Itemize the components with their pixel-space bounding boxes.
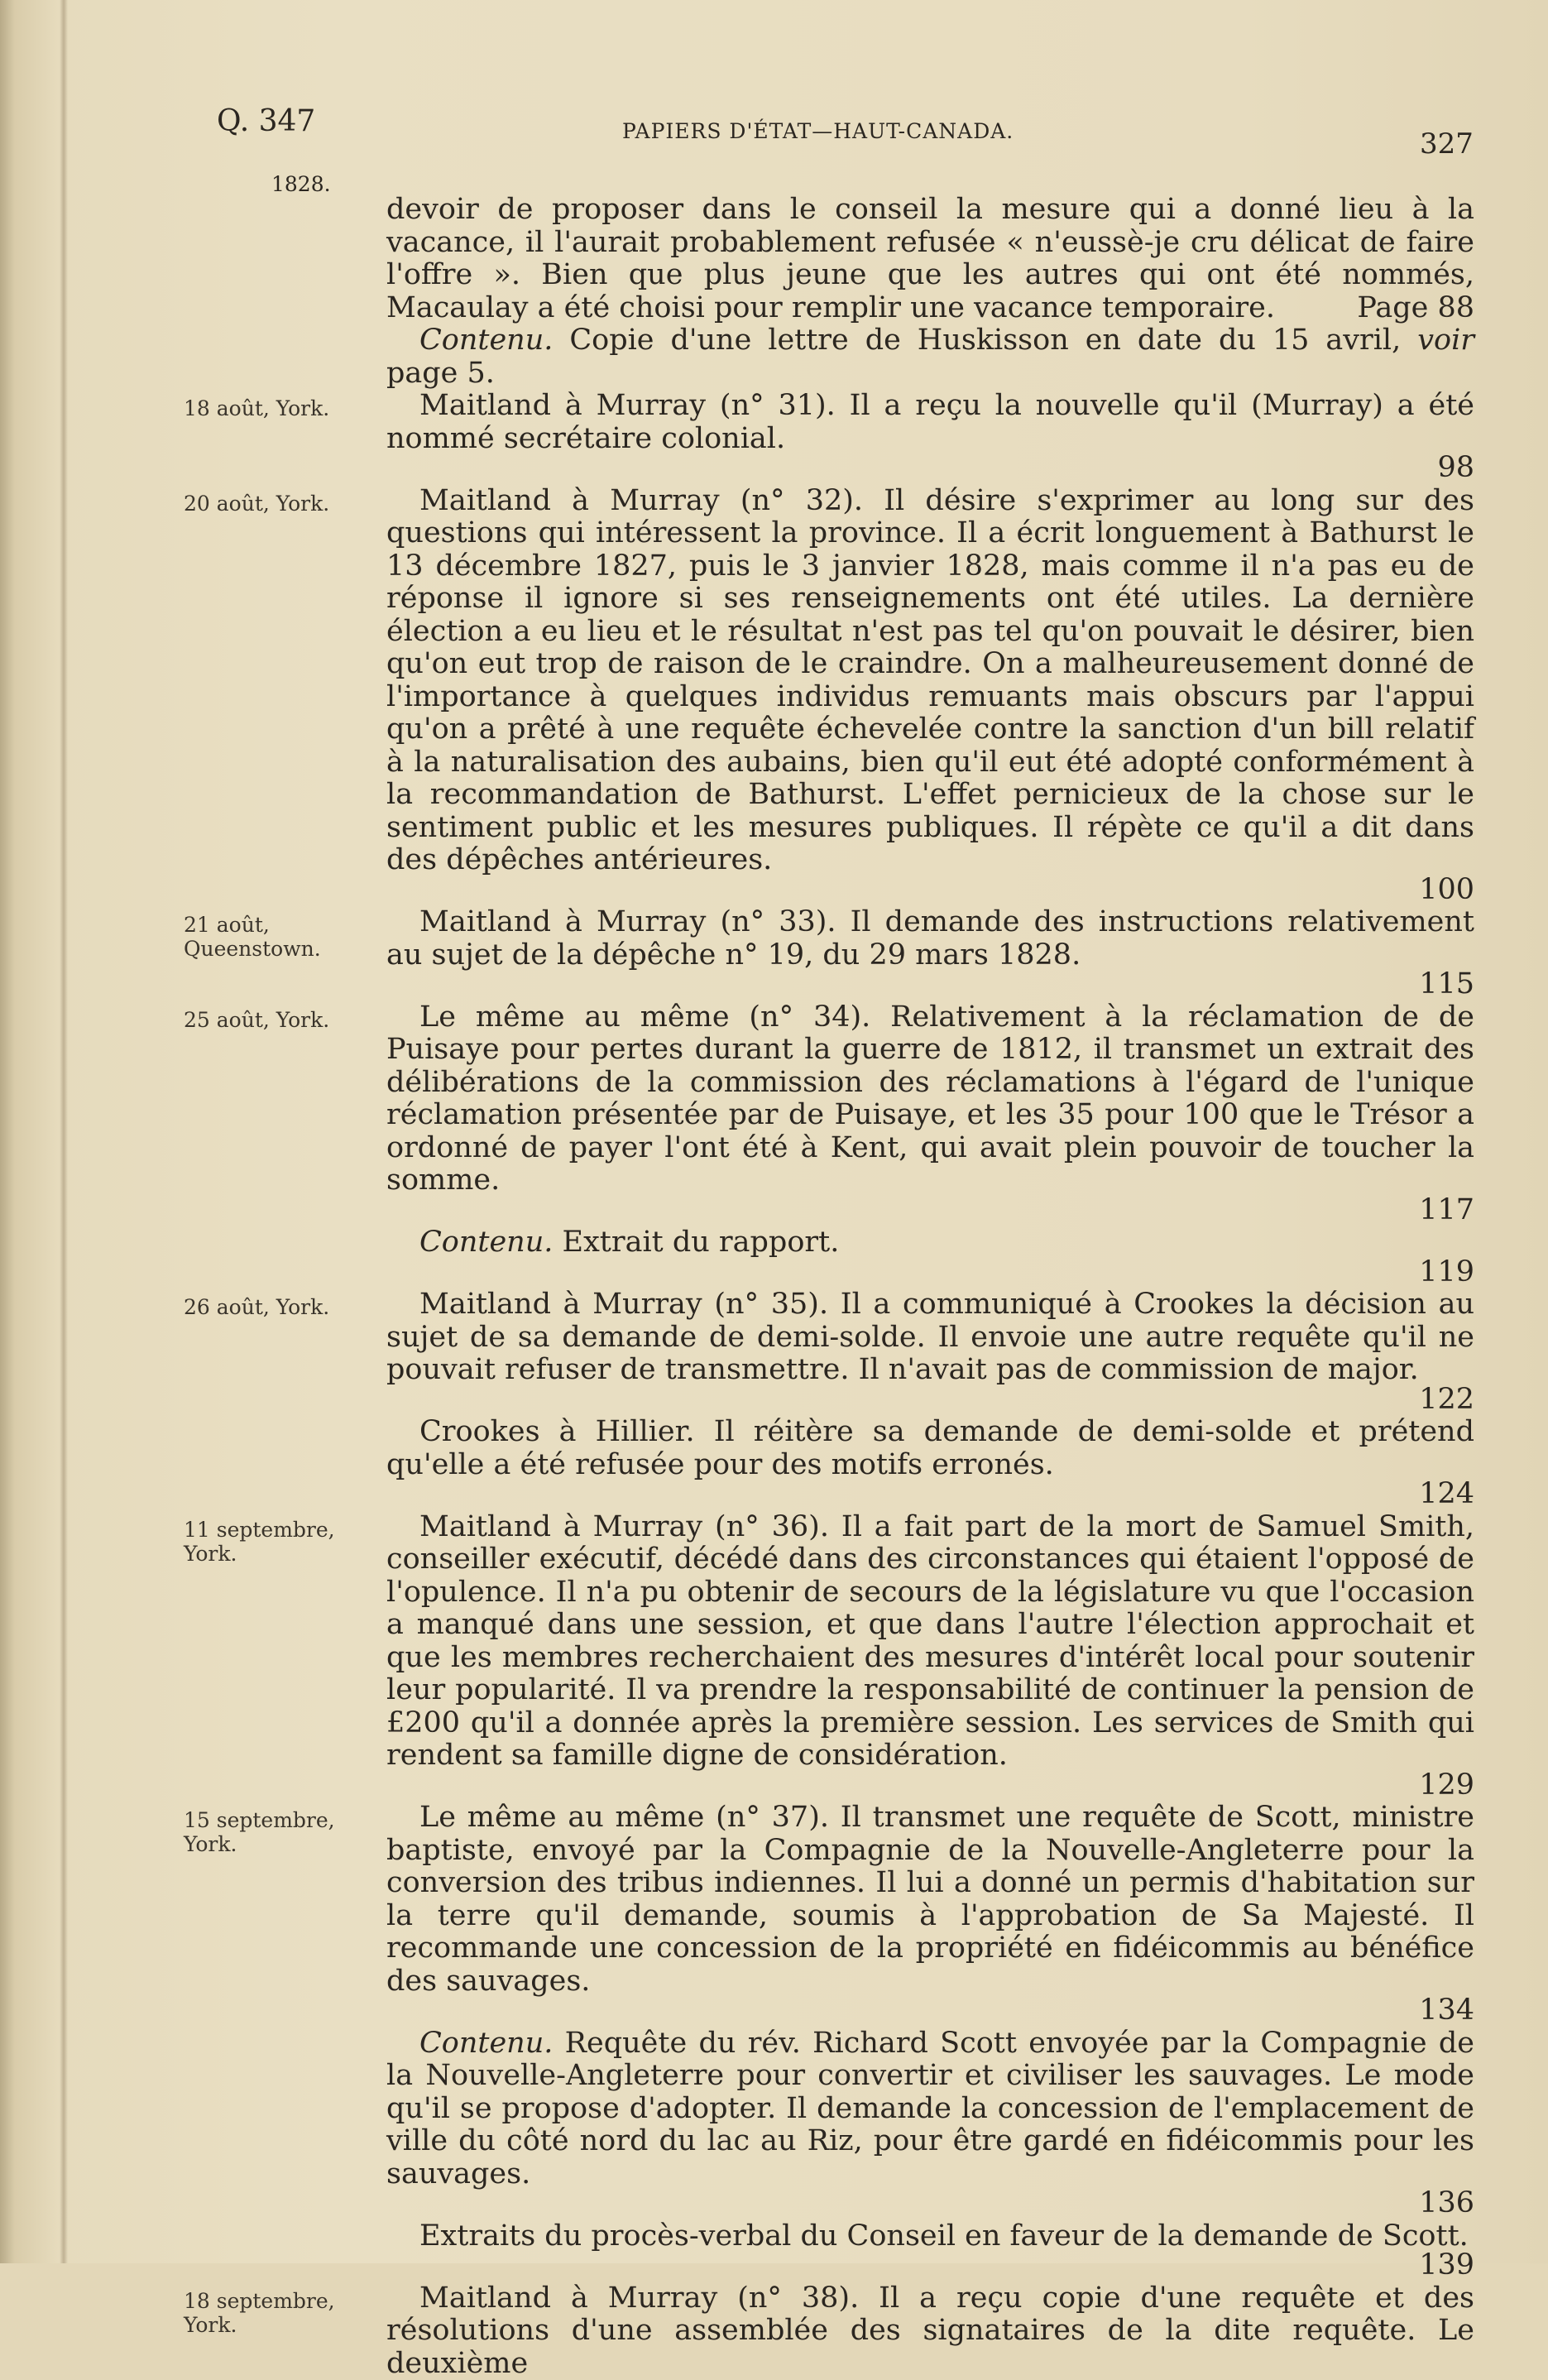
entry-text: Le même au même (n° 34). Relativement à la réclamation de de Puisaye pour pertes durant la guerre de 1812, il transmet un extrait des délibérations de la commission des réclamations à l'égard de l'unique réclamation présentée par de Puisaye, et les 35 pour 100 que le Trésor a ordonné de payer l'ont été à Kent, qui avait plein pouvoir de toucher la somme. 117 (386, 1001, 1474, 1227)
entry-date: 20 août, York. (184, 485, 386, 907)
entry-page-ref: 117 (386, 1194, 1474, 1227)
entry-date (184, 1416, 386, 1511)
entry-text: Extraits du procès-verbal du Conseil en faveur de la demande de Scott. 139 (386, 2220, 1474, 2282)
page-header (0, 98, 1548, 156)
entry-date: 15 septembre, York. (184, 1802, 386, 2027)
entry-text: Contenu. Extrait du rapport. 119 (386, 1226, 1474, 1288)
year-marker: 1828. (271, 172, 331, 196)
entry-page-ref: Page 88 (1357, 292, 1474, 325)
entry-label: Contenu. (419, 324, 553, 357)
entry-label: Contenu. (419, 1226, 553, 1259)
entry-text: Le même au même (n° 37). Il transmet une requête de Scott, ministre baptiste, envoyé par la Compagnie de la Nouvelle-Angleterre pour la conversion des tribus indiennes. Il lui a donné un permis d'habitation sur la terre qu'il demande, soumis à l'approbation de Sa Majesté. Il recommande une concession de la propriété en fidéicommis au bénéfice des sauvages. 134 (386, 1802, 1474, 2027)
entry-page-ref: 136 (386, 2187, 1474, 2220)
entry-text: Contenu. Copie d'une lettre de Huskisson en date du 15 avril, voir page 5. (386, 324, 1474, 390)
entry-date (184, 2027, 386, 2220)
entry-text: Crookes à Hillier. Il réitère sa demande de demi-solde et prétend qu'elle a été refusée pour des motifs erronés. 124 (386, 1416, 1474, 1511)
entry-page-ref: 139 (386, 2249, 1474, 2282)
entry-7 (184, 1288, 1474, 1416)
entry-text: Contenu. Requête du rév. Richard Scott envoyée par la Compagnie de la Nouvelle-Angleterre pour convertir et civiliser les sauvages. Le mode qu'il se propose d'adopter. Il demande la concession de l'emplacement de ville du côté nord du lac au Riz, pour être gardé en fidéicommis pour les sauvages. 136 (386, 2027, 1474, 2220)
entry-13 (184, 2282, 1474, 2380)
entry-0 (184, 194, 1474, 324)
entry-4 (184, 906, 1474, 1001)
entry-12 (184, 2220, 1474, 2282)
entry-text: Maitland à Murray (n° 31). Il a reçu la nouvelle qu'il (Murray) a été nommé secrétaire colonial. 98 (386, 390, 1474, 485)
entry-10 (184, 1802, 1474, 2027)
entry-date (184, 194, 386, 324)
entry-label: Contenu. (419, 2027, 553, 2060)
entry-9 (184, 1511, 1474, 1802)
entry-11 (184, 2027, 1474, 2220)
entry-page-ref: 129 (386, 1769, 1474, 1802)
entry-date: 21 août, Queenstown. (184, 906, 386, 1001)
entry-page-ref: 98 (386, 452, 1474, 485)
entry-page-ref: 119 (386, 1256, 1474, 1289)
entry-date (184, 1226, 386, 1288)
entry-text: Maitland à Murray (n° 32). Il désire s'exprimer au long sur des questions qui intéressent la province. Il a écrit longuement à Bathurst le 13 décembre 1827, puis le 3 janvier 1828, mais comme il n'a pas eu de réponse il ignore si ses renseignements ont été utiles. La dernière élection a eu lieu et le résultat n'est pas tel qu'on pouvait le désirer, bien qu'on eut trop de raison de le craindre. On a malheureusement donné de l'importance à quelques individus remuants mais obscurs par l'appui qu'on a prêté à une requête échevelée contre la sanction d'un bill relatif à la naturalisation des aubains, bien qu'il eut été adopté conformément à la recommandation de Bathurst. L'effet pernicieux de la chose sur le sentiment public et les mesures publiques. Il répète ce qu'il a dit dans des dépêches antérieures. 100 (386, 485, 1474, 907)
entry-page-ref: 115 (386, 968, 1474, 1001)
entry-text: devoir de proposer dans le conseil la mesure qui a donné lieu à la vacance, il l'aurait probablement refusée « n'eussè-je cru délicat de faire l'offre ». Bien que plus jeune que les autres qui ont été nommés, Macaulay a été choisi pour remplir une vacance temporaire. Page 88 (386, 194, 1474, 324)
entry-page-ref: 124 (386, 1478, 1474, 1511)
entry-3 (184, 485, 1474, 907)
entry-date (184, 324, 386, 390)
entry-6 (184, 1226, 1474, 1288)
entry-date: 11 septembre, York. (184, 1511, 386, 1802)
entry-text: Maitland à Murray (n° 38). Il a reçu copie d'une requête et des résolutions d'une assemblée des signataires de la dite requête. Le deuxième (386, 2282, 1474, 2380)
entry-text: Maitland à Murray (n° 35). Il a communiqué à Crookes la décision au sujet de sa demande de demi-solde. Il envoie une autre requête qu'il ne pouvait refuser de transmettre. Il n'avait pas de commission de major. 122 (386, 1288, 1474, 1416)
entry-date (184, 2220, 386, 2282)
entry-date: 25 août, York. (184, 1001, 386, 1227)
volume-reference: Q. 347 (217, 104, 315, 138)
entry-page-ref: 100 (386, 874, 1474, 907)
page-fold-shadow (60, 0, 68, 2263)
entry-1 (184, 324, 1474, 390)
entry-page-ref: 122 (386, 1384, 1474, 1417)
page-number: 327 (1420, 127, 1474, 161)
entry-5 (184, 1001, 1474, 1227)
entry-page-ref: 134 (386, 1994, 1474, 2027)
entry-text: Maitland à Murray (n° 33). Il demande des instructions relativement au sujet de la dépêche n° 19, du 29 mars 1828. 115 (386, 906, 1474, 1001)
entry-date: 26 août, York. (184, 1288, 386, 1416)
entry-8 (184, 1416, 1474, 1511)
running-title: PAPIERS D'ÉTAT—HAUT-CANADA. (622, 119, 1014, 143)
entry-date: 18 août, York. (184, 390, 386, 485)
entry-date: 18 septembre, York. (184, 2282, 386, 2380)
document-body (184, 194, 1474, 2380)
entry-text: Maitland à Murray (n° 36). Il a fait part de la mort de Samuel Smith, conseiller exécutif, décédé dans des circonstances qui étaient l'opposé de l'opulence. Il n'a pu obtenir de secours de la législature vu que l'occasion a manqué dans une session, et que dans l'autre l'élection approchait et que les membres recherchaient des mesures d'intérêt local pour soutenir leur popularité. Il va prendre la responsabilité de continuer la pension de £200 qu'il a donnée après la première session. Les services de Smith qui rendent sa famille digne de considération. 129 (386, 1511, 1474, 1802)
entry-2 (184, 390, 1474, 485)
